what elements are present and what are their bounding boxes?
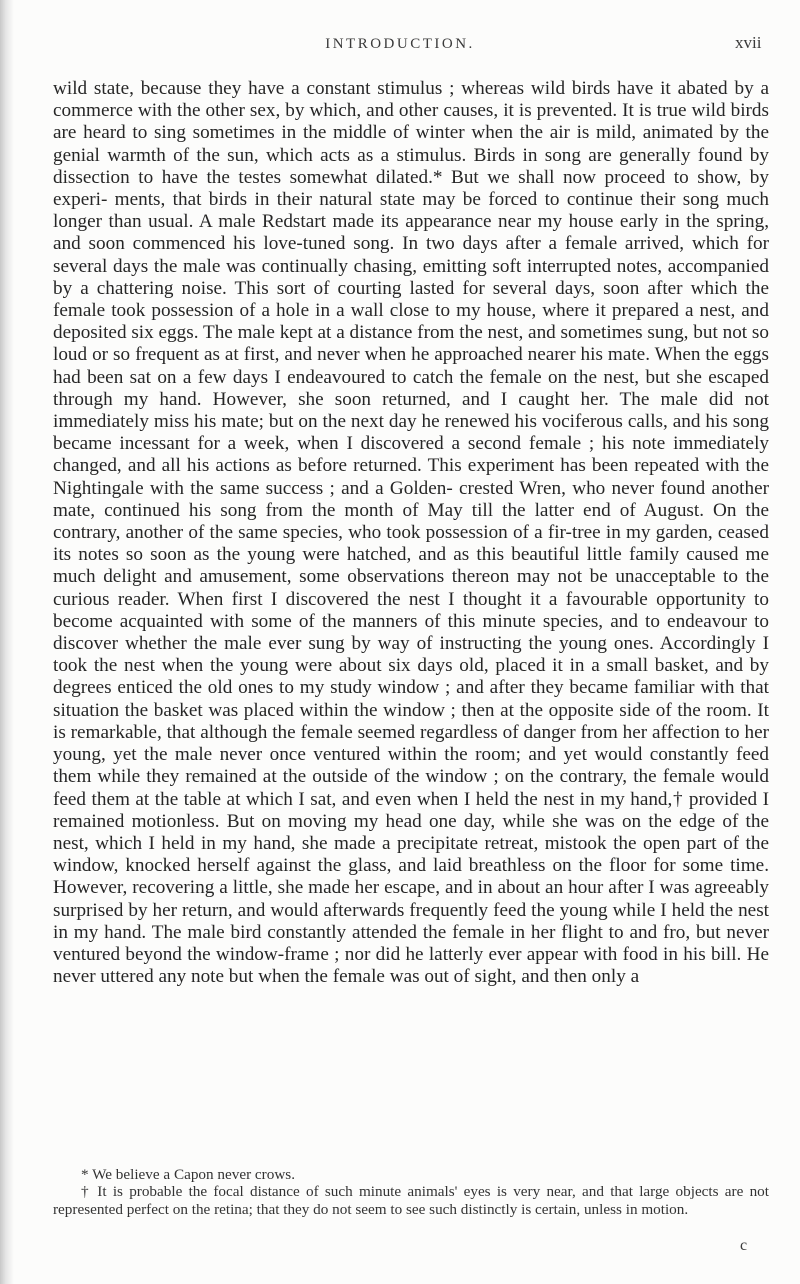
page-binding-shadow — [0, 0, 14, 1284]
signature-mark: c — [740, 1237, 748, 1254]
page-number: xvii — [735, 33, 762, 52]
running-title: INTRODUCTION. — [325, 36, 475, 52]
footnotes — [53, 1166, 769, 1218]
body-paragraph: wild state, because they have a constant stimulus ; whereas wild birds have it abated by a commerce with the other sex, by which, and other causes, it is prevented. It is true wild birds are heard to sing sometimes in the middle of winter when the air is mild, animated by the genial warmth of the sun, which acts as a stimulus. Birds in song are generally found by dissection to have the testes somewhat dilated.* But we shall now proceed to show, by experi- ments, that birds in their natural state may be forced to continue their song much longer than usual. A male Redstart made its appearance near my house early in the spring, and soon commenced his love-tuned song. In two days after a female arrived, which for several days the male was continually chasing, emitting soft interrupted notes, accompanied by a chattering noise. This sort of courting lasted for several days, soon after which the female took possession of a hole in a wall close to my house, where it prepared a nest, and deposited six eggs. The male kept at a distance from the nest, and sometimes sung, but not so loud or so frequent as at first, and never when he approached nearer his mate. When the eggs had been sat on a few days I endeavoured to catch the female on the nest, but she escaped through my hand. However, she soon returned, and I caught her. The male did not immediately miss his mate; but on the next day he renewed his vociferous calls, and his song became incessant for a week, when I discovered a second female ; his note immediately changed, and all his actions as before returned. This experiment has been repeated with the Nightingale with the same success ; and a Golden- crested Wren, who never found another mate, continued his song from the month of May till the latter end of August. On the contrary, another of the same species, who took possession of a fir-tree in my garden, ceased its notes so soon as the young were hatched, and as this beautiful little family caused me much delight and amusement, some observations thereon may not be unacceptable to the curious reader. When first I discovered the nest I thought it a favourable opportunity to become acquainted with some of the manners of this minute species, and to endeavour to discover whether the male ever sung by way of instructing the young ones. Accordingly I took the nest when the young were about six days old, placed it in a small basket, and by degrees enticed the old ones to my study window ; and after they became familiar with that situation the basket was placed within the window ; then at the opposite side of the room. It is remarkable, that although the female seemed regardless of danger from her affection to her young, yet the male never once ventured within the room; and yet would constantly feed them while they remained at the outside of the window ; on the contrary, the female would feed them at the table at which I sat, and even when I held the nest in my hand,† provided I remained motionless. But on moving my head one day, while she was on the edge of the nest, which I held in my hand, she made a precipitate retreat, mistook the open part of the window, knocked herself against the glass, and laid breathless on the floor for some time. However, recovering a little, she made her escape, and in about an hour after I was agreeably surprised by her return, and would afterwards frequently feed the young while I held the nest in my hand. The male bird constantly attended the female in her flight to and fro, but never ventured beyond the window-frame ; nor did he latterly ever appear with food in his bill. He never uttered any note but when the female was out of sight, and then only a — [53, 78, 769, 988]
footnote-1: * We believe a Capon never crows. — [81, 1166, 295, 1183]
footnote-2: † It is probable the focal distance of such minute animals' eyes is very near, and that large objects are not represented perfect on the retina; that they do not seem to see such distinctly is certain, unless in motion. — [53, 1183, 769, 1218]
